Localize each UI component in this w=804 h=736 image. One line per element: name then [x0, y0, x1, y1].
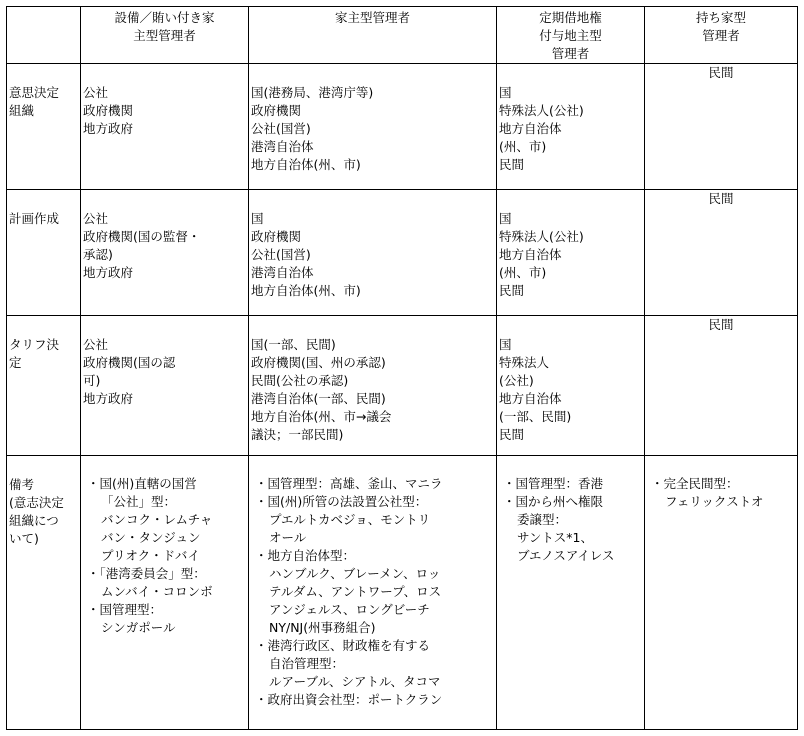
list-item: バン・タンジュン: [101, 530, 201, 545]
notes-cell-4: [645, 456, 798, 730]
list-item: フェリックストオ: [665, 494, 764, 509]
table-cell: 公社 政府機関(国の認 可) 地方政府: [81, 316, 249, 456]
list-item: プエルトカベジョ、モントリ: [269, 512, 431, 527]
list-item: 委譲型：: [517, 512, 568, 527]
list-item: オール: [269, 530, 307, 545]
list-item: プリオク・ドバイ: [101, 548, 200, 563]
list-item: サントス*1、: [517, 530, 593, 545]
table-row: [7, 190, 798, 316]
table-cell: 国 特殊法人(公社) 地方自治体 (州、市) 民間: [497, 190, 645, 316]
table-cell: 民間: [645, 64, 798, 190]
list-item: ・国から州へ権限: [503, 494, 604, 509]
list-item: シンガポール: [101, 620, 176, 635]
list-item: ・地方自治体型：: [255, 548, 356, 563]
table-cell: 国(港務局、港湾庁等) 政府機関 公社(国営) 港湾自治体 地方自治体(州、市): [249, 64, 497, 190]
list-item: ・港湾行政区、財政権を有する: [255, 638, 431, 653]
row-label-tariff: タリフ決 定: [7, 316, 81, 456]
row-label-notes: 備考 (意志決定 組織につ いて): [7, 456, 81, 730]
list-item: ブエノスアイレス: [517, 548, 615, 563]
row-label-planning: 計画作成: [7, 190, 81, 316]
list-item: ・国管理型：: [87, 602, 163, 617]
table-cell: 民間: [645, 316, 798, 456]
list-item: 自治管理型：: [269, 656, 345, 671]
header-col-4: 持ち家型 管理者: [645, 7, 798, 64]
header-corner: [7, 7, 81, 64]
row-label-decision: 意思決定 組織: [7, 64, 81, 190]
notes-cell-1: [81, 456, 249, 730]
notes-cell-2: [249, 456, 497, 730]
list-item: ・国(州)直轄の国営: [87, 476, 197, 491]
header-col-1: 設備／賄い付き家 主型管理者: [81, 7, 249, 64]
list-item: テルダム、アントワープ、ロス: [269, 584, 442, 599]
list-item: バンコク・レムチャ: [101, 512, 213, 527]
header-col-3: 定期借地権 付与地主型 管理者: [497, 7, 645, 64]
list-item: ルアーブル、シアトル、タコマ: [269, 674, 441, 689]
table-cell: 国 特殊法人 (公社) 地方自治体 (一部、民間) 民間: [497, 316, 645, 456]
header-col-2: 家主型管理者: [249, 7, 497, 64]
port-management-table: [6, 6, 798, 730]
table-cell: 公社 政府機関 地方政府: [81, 64, 249, 190]
table-cell: 国(一部、民間) 政府機関(国、州の承認) 民間(公社の承認) 港湾自治体(一部、民間) 地方自治体(州、市→議会 議決；一部民間): [249, 316, 497, 456]
list-item: NY/NJ(州事務組合): [269, 620, 376, 635]
list-item: ・国管理型：高雄、釜山、マニラ: [255, 476, 443, 491]
table-cell: 公社 政府機関(国の監督・ 承認) 地方政府: [81, 190, 249, 316]
table-row: [7, 316, 798, 456]
list-item: ムンバイ・コロンボ: [101, 584, 213, 599]
list-item: ・国管理型：香港: [503, 476, 604, 491]
table-row-notes: [7, 456, 798, 730]
header-row: [7, 7, 798, 64]
notes-cell-3: [497, 456, 645, 730]
table-row: [7, 64, 798, 190]
list-item: 「公社」型：: [101, 494, 177, 509]
list-item: ・「港湾委員会」型：: [87, 566, 206, 581]
list-item: アンジェルス、ロングビーチ: [269, 602, 430, 617]
list-item: ・完全民間型：: [651, 476, 739, 491]
list-item: ハンブルク、ブレーメン、ロッ: [269, 566, 441, 581]
list-item: ・国(州)所管の法設置公社型：: [255, 494, 428, 509]
table-cell: 民間: [645, 190, 798, 316]
table-cell: 国 特殊法人(公社) 地方自治体 (州、市) 民間: [497, 64, 645, 190]
table-cell: 国 政府機関 公社(国営) 港湾自治体 地方自治体(州、市): [249, 190, 497, 316]
list-item: ・政府出資会社型：ポートクラン: [255, 692, 443, 707]
